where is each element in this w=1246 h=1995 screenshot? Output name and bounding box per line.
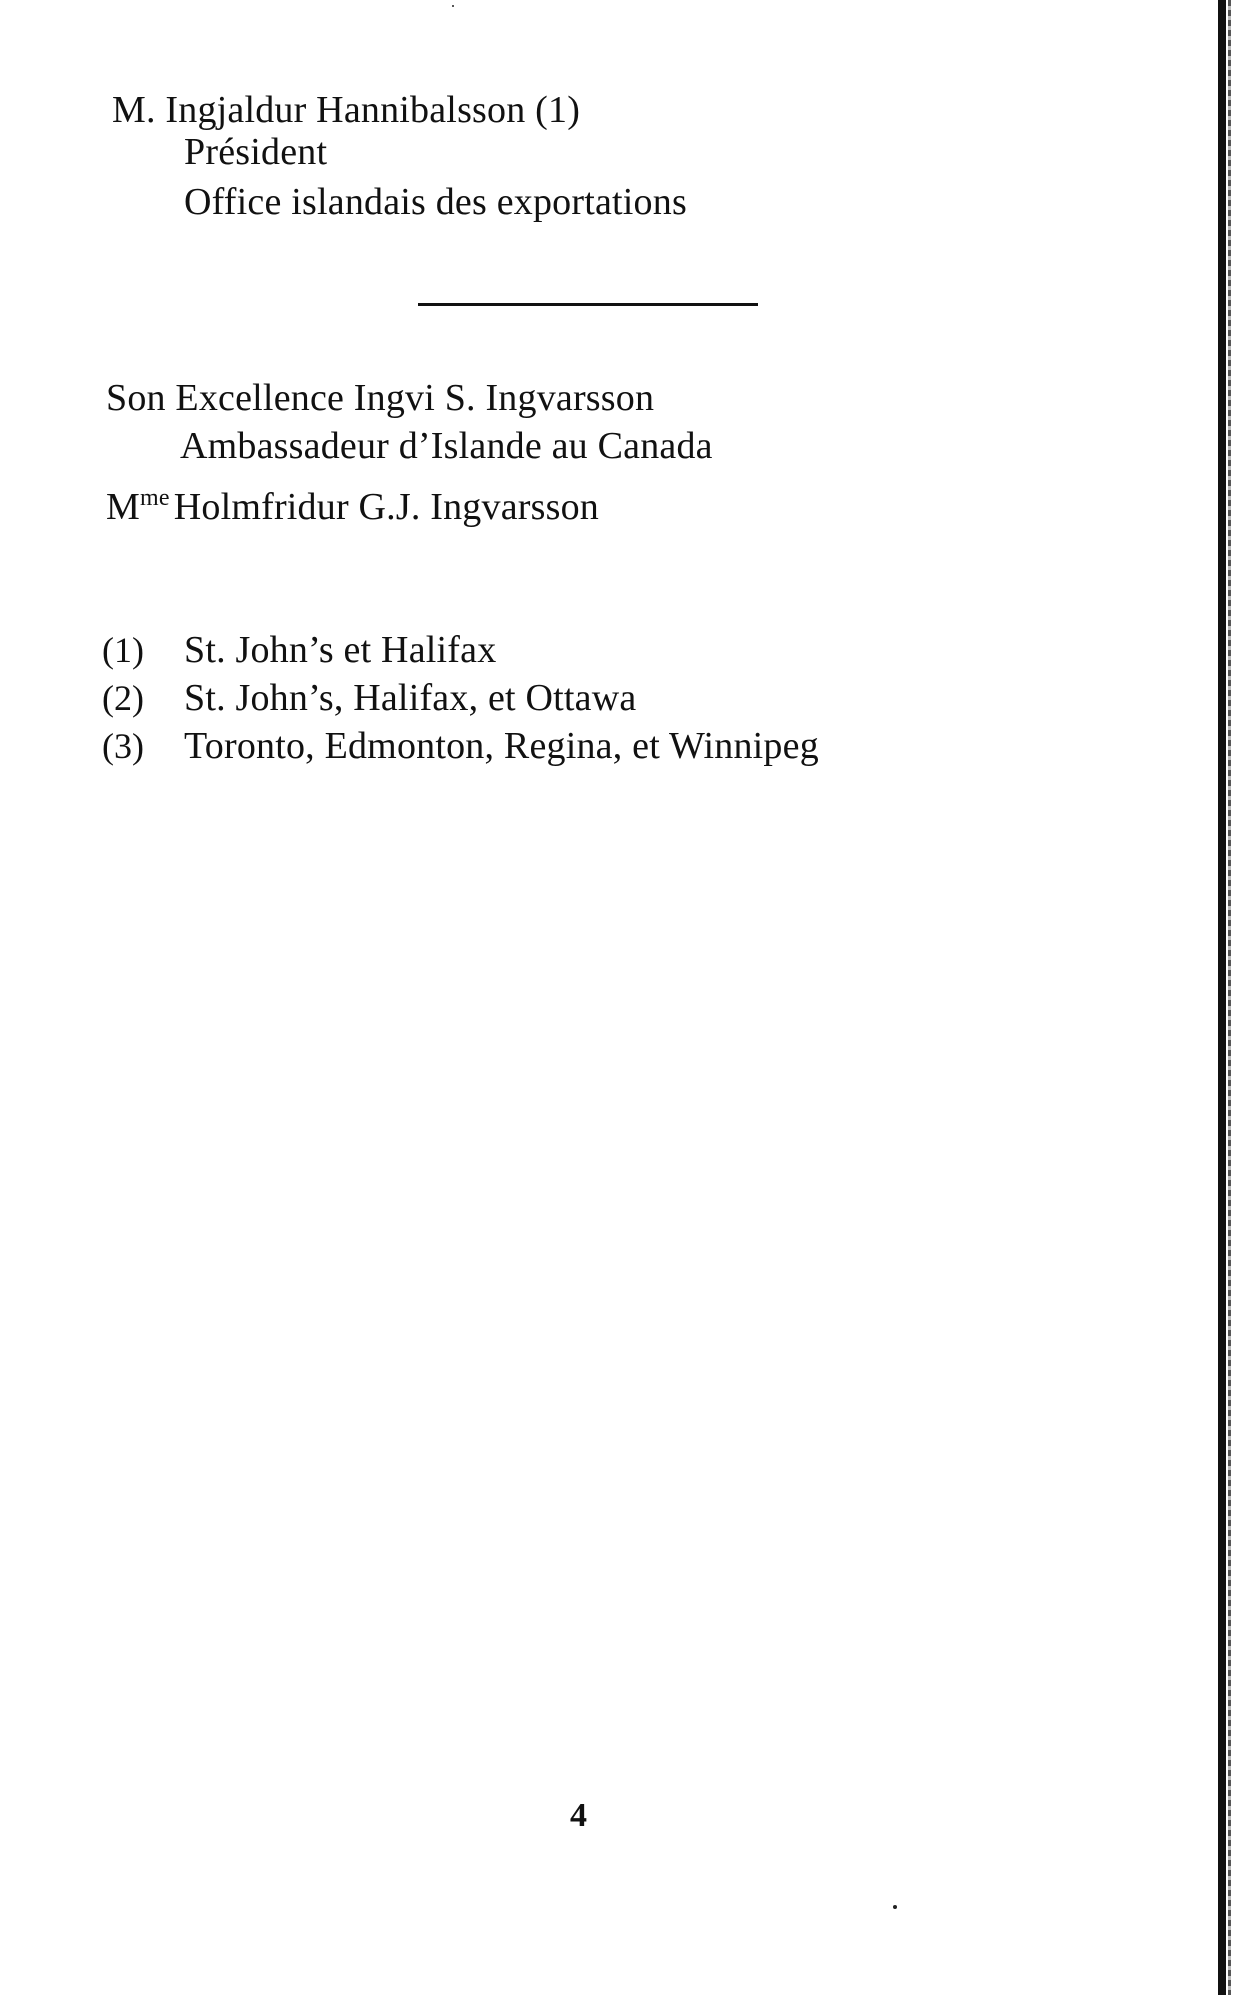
footnote-text-3: Toronto, Edmonton, Regina, et Winnipeg bbox=[184, 725, 819, 767]
binding-edge-texture bbox=[1228, 0, 1231, 1995]
footnote-marker-2: (2) bbox=[102, 678, 144, 718]
section-divider bbox=[418, 303, 758, 306]
entry-name-ingvarsson: Son Excellence Ingvi S. Ingvarsson bbox=[106, 377, 655, 419]
scan-speck bbox=[893, 1905, 897, 1909]
binding-edge bbox=[1218, 0, 1226, 1995]
entry-title-hannibalsson: Président bbox=[184, 131, 328, 173]
footnote-text-1: St. John’s et Halifax bbox=[184, 629, 497, 671]
spouse-name: Holmfridur G.J. Ingvarsson bbox=[173, 486, 599, 528]
footnote-marker-3: (3) bbox=[102, 726, 144, 766]
entry-spouse-ingvarsson bbox=[106, 476, 599, 529]
spouse-prefix-superscript: me bbox=[140, 485, 170, 511]
page-number: 4 bbox=[570, 1797, 587, 1834]
spouse-prefix: M bbox=[106, 486, 140, 528]
entry-name-hannibalsson: M. Ingjaldur Hannibalsson (1) bbox=[112, 89, 581, 131]
footnote-marker-1: (1) bbox=[102, 630, 144, 670]
footnote-text-2: St. John’s, Halifax, et Ottawa bbox=[184, 677, 637, 719]
entry-organization-hannibalsson: Office islandais des exportations bbox=[184, 181, 687, 223]
scan-speck bbox=[452, 5, 454, 7]
entry-title-ingvarsson: Ambassadeur d’Islande au Canada bbox=[180, 425, 713, 467]
